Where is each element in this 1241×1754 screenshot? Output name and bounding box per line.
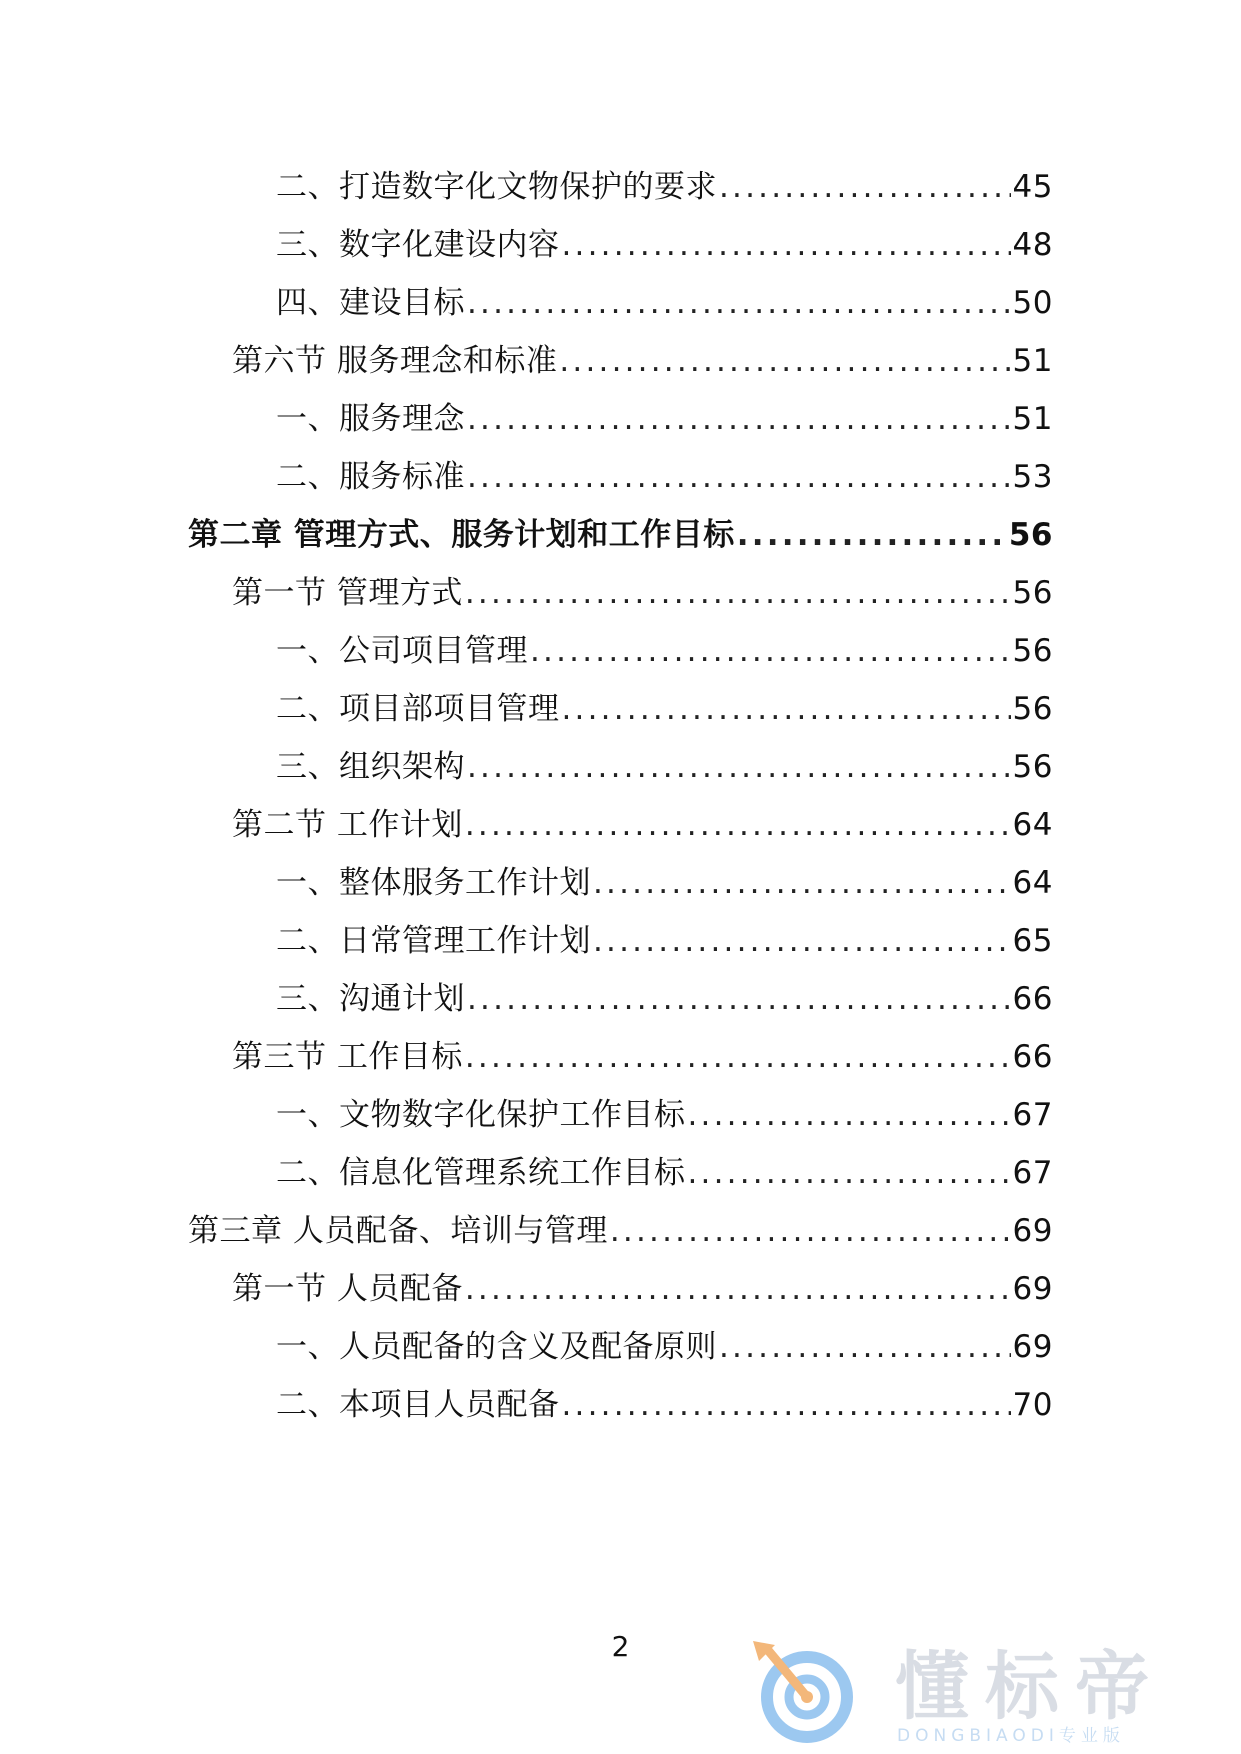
toc-entry-title: 二、本项目人员配备 [276,1387,560,1423]
toc-dot-leader [593,861,1011,905]
watermark-subtitle: DONGBIAODI专业版 [897,1726,1125,1746]
toc-entry[interactable] [276,1383,1053,1427]
toc-entry-page: 69 [1012,1329,1053,1365]
toc-dot-leader [688,1151,1011,1195]
toc-entry-title: 二、服务标准 [276,459,465,495]
toc-entry-page: 45 [1012,169,1053,205]
toc-entry-page: 64 [1012,865,1053,901]
toc-entry-page: 53 [1012,459,1053,495]
toc-dot-leader [465,1035,1011,1079]
toc-entry[interactable] [276,223,1053,267]
toc-dot-leader [719,165,1011,209]
toc-entry-page: 56 [1008,517,1053,553]
toc-entry-page: 66 [1012,981,1053,1017]
toc-entry-page: 56 [1012,633,1053,669]
toc-entry-title: 第一节 人员配备 [232,1271,463,1307]
toc-entry[interactable] [276,745,1053,789]
toc-entry[interactable] [276,861,1053,905]
toc-dot-leader [559,339,1010,383]
toc-entry-title: 一、文物数字化保护工作目标 [276,1097,686,1133]
toc-entry[interactable] [276,1325,1053,1369]
toc-entry-title: 第二节 工作计划 [232,807,463,843]
toc-entry-title: 二、日常管理工作计划 [276,923,591,959]
toc-dot-leader [562,1383,1011,1427]
toc-dot-leader [719,1325,1011,1369]
toc-entry[interactable] [276,165,1053,209]
toc-entry[interactable] [232,339,1053,383]
toc-entry-page: 56 [1012,575,1053,611]
toc-entry-page: 67 [1012,1097,1053,1133]
toc-entry-title: 第六节 服务理念和标准 [232,343,558,379]
toc-entry[interactable] [232,571,1053,615]
toc-entry-page: 51 [1012,401,1053,437]
toc-dot-leader [467,745,1011,789]
toc-entry-title: 四、建设目标 [276,285,465,321]
toc-entry-title: 三、数字化建设内容 [276,227,560,263]
toc-entry-title: 三、沟通计划 [276,981,465,1017]
toc-dot-leader [562,223,1011,267]
toc-entry[interactable] [232,803,1053,847]
toc-dot-leader [467,977,1011,1021]
toc-dot-leader [688,1093,1011,1137]
toc-entry-title: 一、公司项目管理 [276,633,528,669]
toc-entry-page: 56 [1012,691,1053,727]
toc-entry-title: 第三节 工作目标 [232,1039,463,1075]
toc-entry[interactable] [276,281,1053,325]
toc-entry-title: 二、信息化管理系统工作目标 [276,1155,686,1191]
toc-entry-title: 第二章 管理方式、服务计划和工作目标 [188,517,735,553]
toc-entry-title: 一、人员配备的含义及配备原则 [276,1329,717,1365]
toc-dot-leader [465,803,1011,847]
watermark-brand: 懂标帝 [895,1644,1165,1730]
toc-entry[interactable] [232,1035,1053,1079]
toc-dot-leader [465,571,1011,615]
toc-entry-page: 65 [1012,923,1053,959]
toc-entry-title: 一、整体服务工作计划 [276,865,591,901]
toc-entry-chapter[interactable] [188,513,1053,557]
toc-dot-leader [467,455,1011,499]
toc-entry-chapter[interactable] [188,1209,1053,1253]
toc-dot-leader [530,629,1011,673]
toc-dot-leader [467,397,1011,441]
toc-entry-page: 64 [1012,807,1053,843]
toc-entry-title: 第一节 管理方式 [232,575,463,611]
toc-dot-leader [562,687,1011,731]
page-number: 2 [611,1630,630,1663]
toc-entry[interactable] [276,1151,1053,1195]
toc-entry-page: 69 [1012,1271,1053,1307]
toc-entry-title: 三、组织架构 [276,749,465,785]
toc-entry-page: 66 [1012,1039,1053,1075]
toc-entry-page: 69 [1012,1213,1053,1249]
toc-entry[interactable] [232,1267,1053,1311]
toc-entry-page: 67 [1012,1155,1053,1191]
toc-entry-page: 51 [1012,343,1053,379]
toc-dot-leader [737,513,1007,557]
toc-entry-title: 第三章 人员配备、培训与管理 [188,1213,608,1249]
toc-entry[interactable] [276,397,1053,441]
toc-dot-leader [610,1209,1011,1253]
toc-entry[interactable] [276,629,1053,673]
toc-entry[interactable] [276,687,1053,731]
toc-entry-title: 一、服务理念 [276,401,465,437]
toc-entry-page: 50 [1012,285,1053,321]
toc-dot-leader [465,1267,1011,1311]
toc-entry[interactable] [276,919,1053,963]
watermark [745,1635,1215,1750]
target-arrow-icon [745,1635,885,1750]
toc-entry-title: 二、打造数字化文物保护的要求 [276,169,717,205]
toc-dot-leader [467,281,1011,325]
toc-entry-page: 56 [1012,749,1053,785]
toc-entry-title: 二、项目部项目管理 [276,691,560,727]
toc-entry-page: 48 [1012,227,1053,263]
toc-entry[interactable] [276,1093,1053,1137]
toc-entry[interactable] [276,977,1053,1021]
toc-entry-page: 70 [1012,1387,1053,1423]
toc-entry[interactable] [276,455,1053,499]
toc-dot-leader [593,919,1011,963]
